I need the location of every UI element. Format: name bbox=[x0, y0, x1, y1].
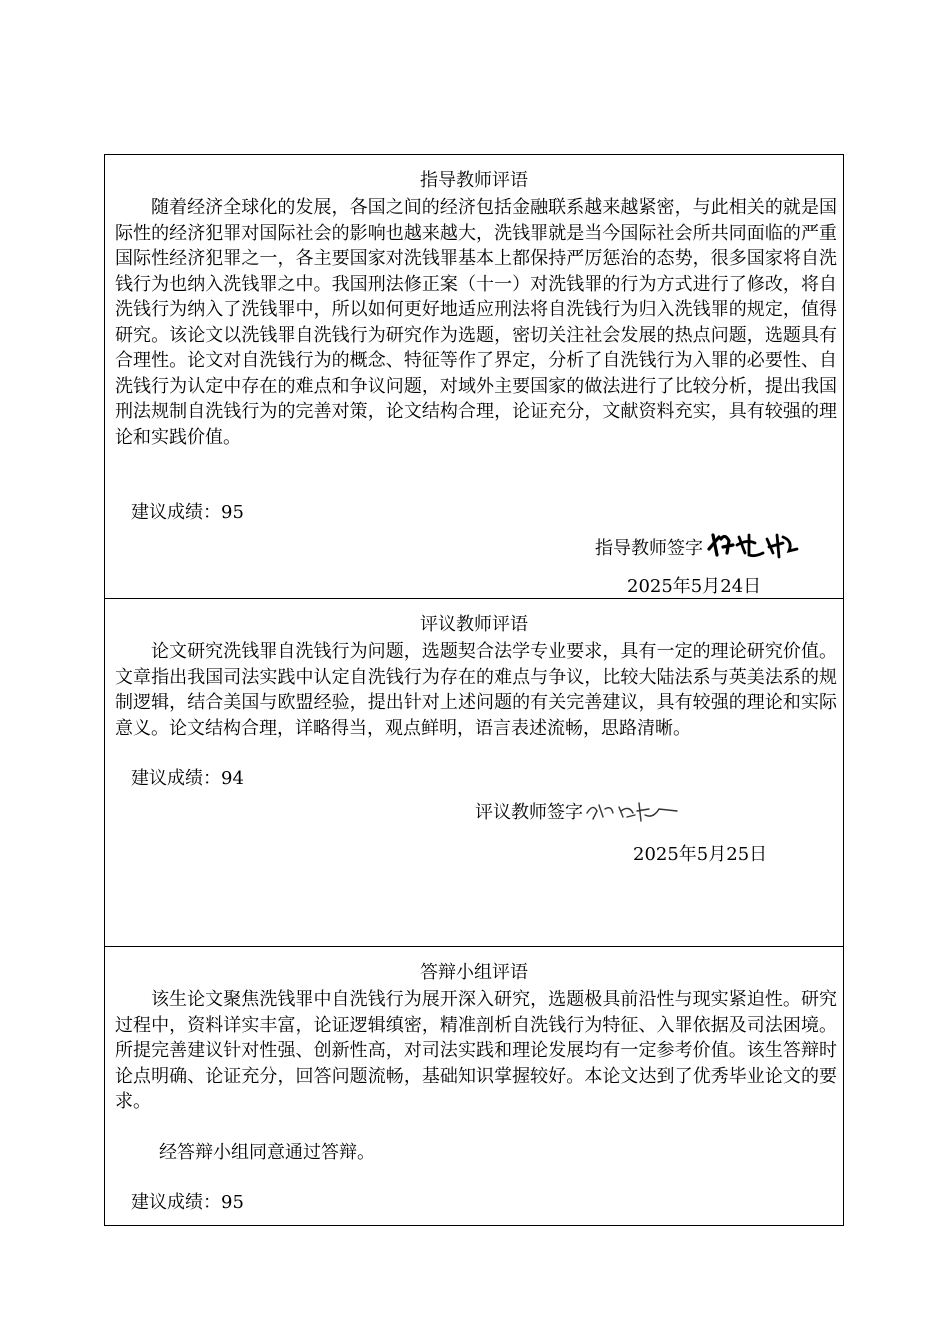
advisor-grade: 建议成绩：95 bbox=[131, 502, 244, 523]
advisor-date: 2025年5月24日 bbox=[627, 576, 762, 597]
evaluation-form-table bbox=[104, 154, 844, 1226]
advisor-section-title: 指导教师评语 bbox=[420, 170, 528, 191]
advisor-comment-section bbox=[105, 155, 843, 599]
defense-section-title: 答辩小组评语 bbox=[420, 962, 528, 983]
reviewer-signature-label: 评议教师签字 bbox=[475, 802, 583, 823]
advisor-handwritten-signature bbox=[703, 527, 803, 561]
advisor-signature-row bbox=[595, 527, 803, 561]
advisor-comment-text: 随着经济全球化的发展，各国之间的经济包括金融联系越来越紧密，与此相关的就是国际性的经济犯罪对国际社会的影响也越来越大，洗钱罪就是当今国际社会所共同面临的严重国际性经济犯罪之一，各主要国家对洗钱罪基本上都保持严厉惩治的态势，很多国家将自洗钱行为也纳入洗钱罪之中。我国刑法修正案（十一）对洗钱罪的行为方式进行了修改，将自洗钱行为纳入了洗钱罪中，所以如何更好地适应刑法将自洗钱行为归入洗钱罪的规定，值得研究。该论文以洗钱罪自洗钱行为研究作为选题，密切关注社会发展的热点问题，选题具有合理性。论文对自洗钱行为的概念、特征等作了界定，分析了自洗钱行为入罪的必要性、自洗钱行为认定中存在的难点和争议问题，对域外主要国家的做法进行了比较分析，提出我国刑法规制自洗钱行为的完善对策，论文结构合理，论证充分，文献资料充实，具有较强的理论和实践价值。 bbox=[115, 197, 837, 448]
advisor-signature-label: 指导教师签字 bbox=[595, 538, 703, 559]
reviewer-signature-row bbox=[475, 795, 679, 825]
defense-approval-statement: 经答辩小组同意通过答辩。 bbox=[159, 1142, 375, 1163]
reviewer-section-title: 评议教师评语 bbox=[420, 614, 528, 635]
defense-comment-text: 该生论文聚焦洗钱罪中自洗钱行为展开深入研究，选题极具前沿性与现实紧迫性。研究过程中，资料详实丰富，论证逻辑缜密，精准剖析自洗钱行为特征、入罪依据及司法困境。所提完善建议针对性强、创新性高，对司法实践和理论发展均有一定参考价值。该生答辩时论点明确、论证充分，回答问题流畅，基础知识掌握较好。本论文达到了优秀毕业论文的要求。 bbox=[115, 989, 837, 1112]
reviewer-handwritten-signature bbox=[583, 795, 679, 825]
reviewer-comment-section bbox=[105, 599, 843, 947]
reviewer-date: 2025年5月25日 bbox=[633, 844, 768, 865]
defense-comment-section bbox=[105, 947, 843, 1225]
defense-grade: 建议成绩：95 bbox=[131, 1192, 244, 1213]
reviewer-grade: 建议成绩：94 bbox=[131, 768, 244, 789]
reviewer-comment-text: 论文研究洗钱罪自洗钱行为问题，选题契合法学专业要求，具有一定的理论研究价值。文章指出我国司法实践中认定自洗钱行为存在的难点与争议，比较大陆法系与英美法系的规制逻辑，结合美国与欧盟经验，提出针对上述问题的有关完善建议，具有较强的理论和实际意义。论文结构合理，详略得当，观点鲜明，语言表述流畅，思路清晰。 bbox=[115, 641, 837, 739]
